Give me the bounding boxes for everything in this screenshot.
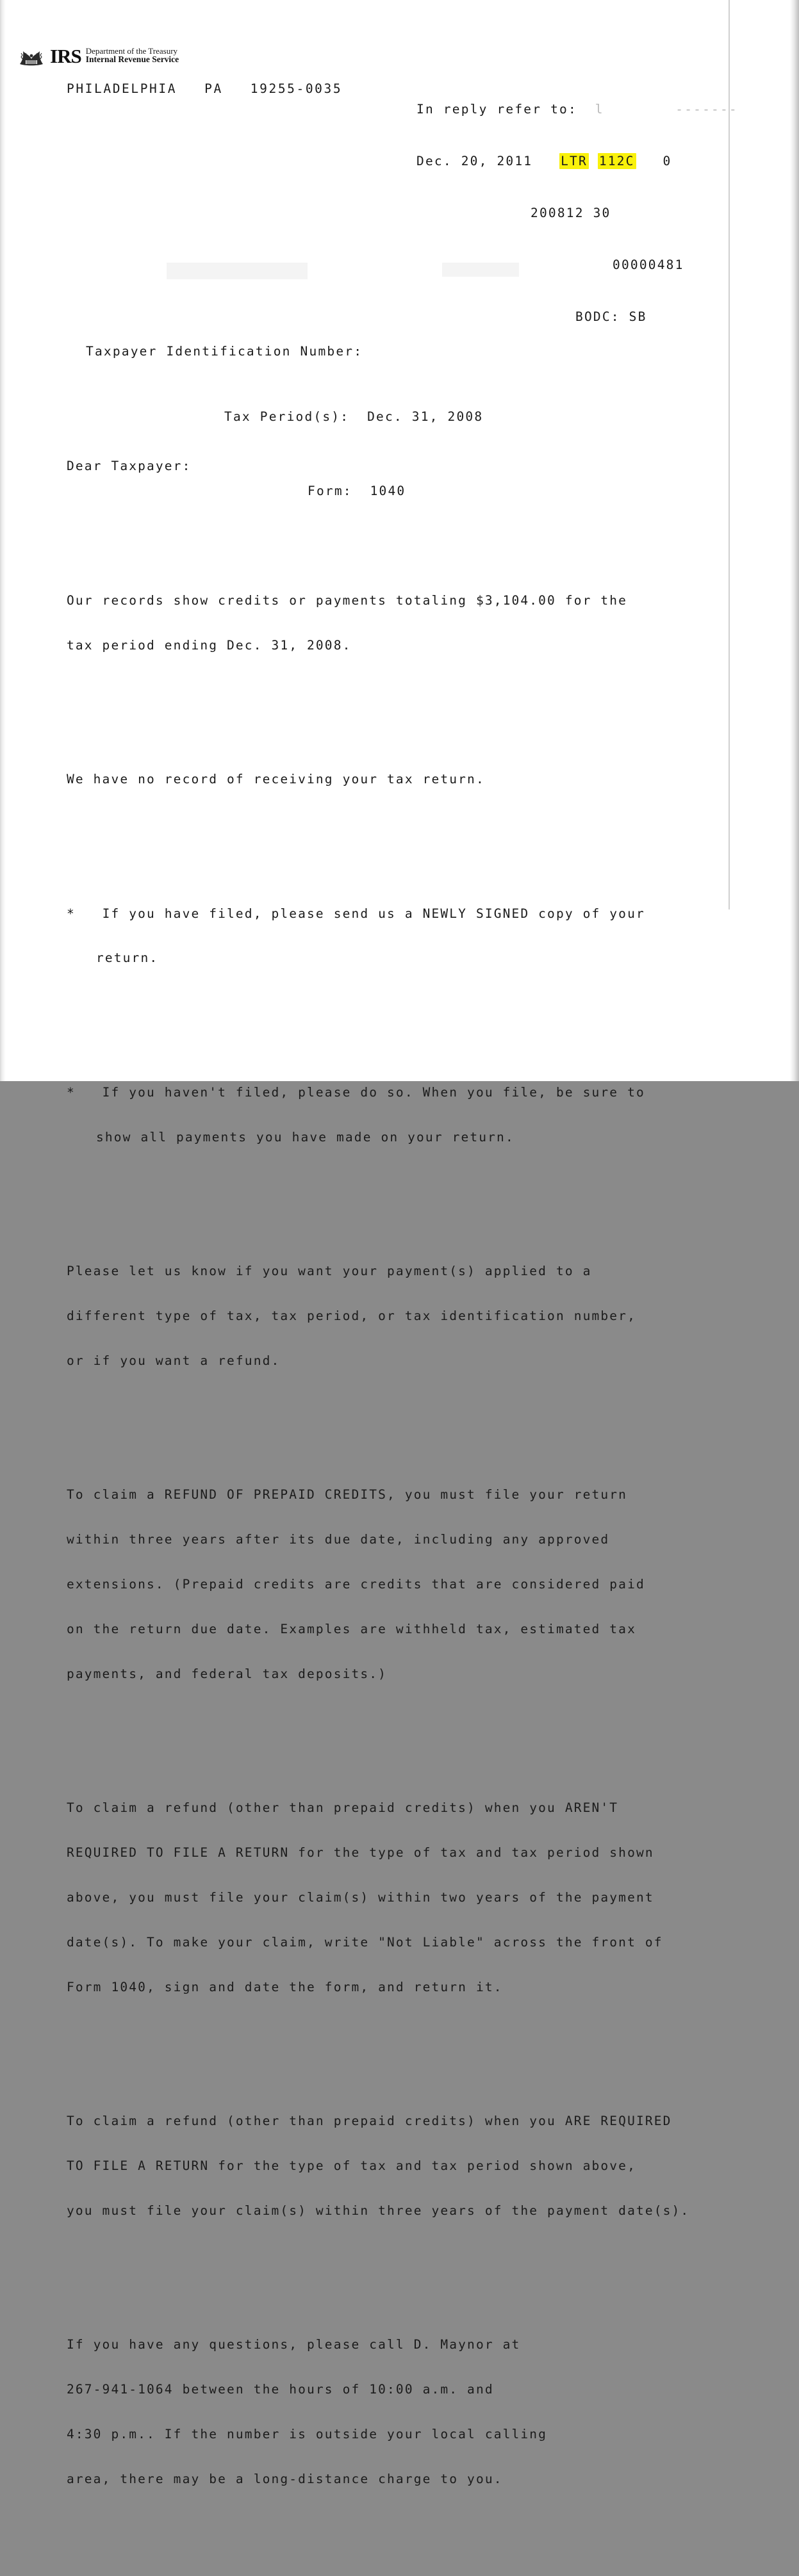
letter-prefix-highlighted: LTR: [561, 154, 588, 168]
code-30: 30: [593, 206, 611, 220]
department-of-treasury-label: Department of the Treasury: [85, 46, 178, 56]
bodc-label: BODC:: [575, 309, 620, 324]
tax-period-code-row: [531, 204, 738, 222]
scan-smudge-artifact: [167, 263, 308, 279]
paragraph-line: area, there may be a long-distance charge to you.: [67, 2471, 503, 2486]
paragraph-credits-total: [67, 563, 701, 682]
paragraph-line: Form 1040, sign and date the form, and return it.: [67, 1979, 503, 1994]
sequence-number-row: [613, 256, 738, 273]
tax-period-code: 200812: [531, 206, 584, 220]
salutation: [67, 429, 701, 503]
bullet-item-filed: [67, 876, 701, 995]
paragraph-no-record: [67, 742, 701, 817]
letter-date: Dec. 20, 2011: [416, 154, 533, 168]
form-value: 1040: [370, 484, 406, 498]
bullet-marker-icon: *: [67, 906, 76, 921]
paragraph-line: Please let us know if you want your payment(s) applied to a: [67, 1264, 592, 1279]
letter-suffix: 0: [663, 154, 672, 168]
paragraph-line: REQUIRED TO FILE A RETURN for the type of tax and tax period shown: [67, 1845, 654, 1861]
letter-number-highlighted: 112C: [598, 154, 635, 168]
bullet-text: show all payments you have made on your return.: [96, 1129, 515, 1145]
paragraph-line: To claim a REFUND OF PREPAID CREDITS, you must file your return: [67, 1487, 628, 1503]
letter-date-row: [416, 152, 738, 170]
paragraph-line: extensions. (Prepaid credits are credits that are considered paid: [67, 1576, 645, 1592]
paragraph-line: above, you must file your claim(s) within two years of the payment: [67, 1889, 654, 1905]
paragraph-line: To claim a refund (other than prepaid credits) when you AREN'T: [67, 1800, 619, 1816]
paragraph-line: date(s). To make your claim, write "Not Liable" across the front of: [67, 1934, 663, 1950]
paragraph-line: payments, and federal tax deposits.): [67, 1666, 388, 1681]
paragraph-refund-prepaid-credits: [67, 1458, 701, 1711]
bullet-first-line: [67, 906, 701, 921]
irs-letterhead: [17, 46, 179, 67]
paragraph-line: We have no record of receiving your tax return.: [67, 772, 485, 787]
paragraph-not-required-to-file: [67, 1771, 701, 2025]
paragraph-line: within three years after its due date, including any approved: [67, 1532, 610, 1547]
office-address: PHILADELPHIA PA 19255-0035: [67, 81, 343, 96]
tin-label: Taxpayer Identification Number:: [86, 344, 363, 359]
tin-redaction-overlay: [607, 64, 678, 79]
tax-period-value: Dec. 31, 2008: [367, 409, 484, 424]
paragraph-line: you must file your claim(s) within three years of the payment date(s).: [67, 2203, 690, 2218]
paragraph-contact: [67, 2308, 701, 2516]
bullet-marker-icon: *: [67, 1084, 76, 1100]
paragraph-line: on the return due date. Examples are withheld tax, estimated tax: [67, 1621, 636, 1636]
paragraph-line: If you have any questions, please call D. Maynor at: [67, 2337, 521, 2352]
taxpayer-id-redaction-overlay: [372, 289, 497, 320]
irs-eagle-seal-icon: [17, 47, 46, 68]
sequence-number: 00000481: [613, 257, 684, 272]
scan-edge-artifact-right: [790, 0, 799, 1081]
scan-edge-artifact-left: [0, 0, 6, 1081]
paragraph-line: 4:30 p.m.. If the number is outside your local calling: [67, 2427, 548, 2441]
in-reply-refer-label: In reply refer to:: [416, 102, 577, 117]
in-reply-refer-row: [416, 101, 738, 118]
paragraph-are-required-to-file: [67, 2083, 701, 2247]
bullet-text: If you have filed, please send us a NEWLY SIGNED copy of your: [102, 906, 645, 921]
paragraph-line: different type of tax, tax period, or tax identification number,: [67, 1308, 636, 1323]
paragraph-line: or if you want a refund.: [67, 1353, 281, 1368]
tax-period-label: Tax Period(s):: [224, 409, 350, 424]
bullet-text: If you haven't filed, please do so. When you file, be sure to: [102, 1084, 645, 1100]
bullet-first-line: [67, 1085, 701, 1100]
bodc-row: [575, 308, 738, 325]
paragraph-let-us-know: [67, 1234, 701, 1398]
paragraph-line: TO FILE A RETURN for the type of tax and tax period shown above,: [67, 2158, 636, 2173]
scan-fade-overlay: [370, 88, 563, 102]
treasury-department-block: [86, 46, 179, 63]
bodc-value: SB: [629, 309, 647, 324]
internal-revenue-service-label: Internal Revenue Service: [85, 54, 179, 64]
paragraph-line: 267-941-1064 between the hours of 10:00 a.m. and: [67, 2382, 494, 2397]
letter-body: [67, 384, 701, 2576]
salutation-text: Dear Taxpayer:: [67, 459, 192, 474]
paragraph-line: Our records show credits or payments totaling $3,104.00 for the: [67, 592, 628, 608]
tin-row: [86, 341, 484, 363]
form-label: Form:: [308, 484, 352, 498]
irs-wordmark: IRS: [50, 45, 81, 67]
paragraph-line: tax period ending Dec. 31, 2008.: [67, 637, 352, 653]
bullet-item-not-filed: [67, 1055, 701, 1174]
paragraph-line: To claim a refund (other than prepaid credits) when you ARE REQUIRED: [67, 2114, 672, 2129]
bullet-text: return.: [96, 950, 159, 966]
redacted-tin-value: l -------: [577, 102, 738, 117]
